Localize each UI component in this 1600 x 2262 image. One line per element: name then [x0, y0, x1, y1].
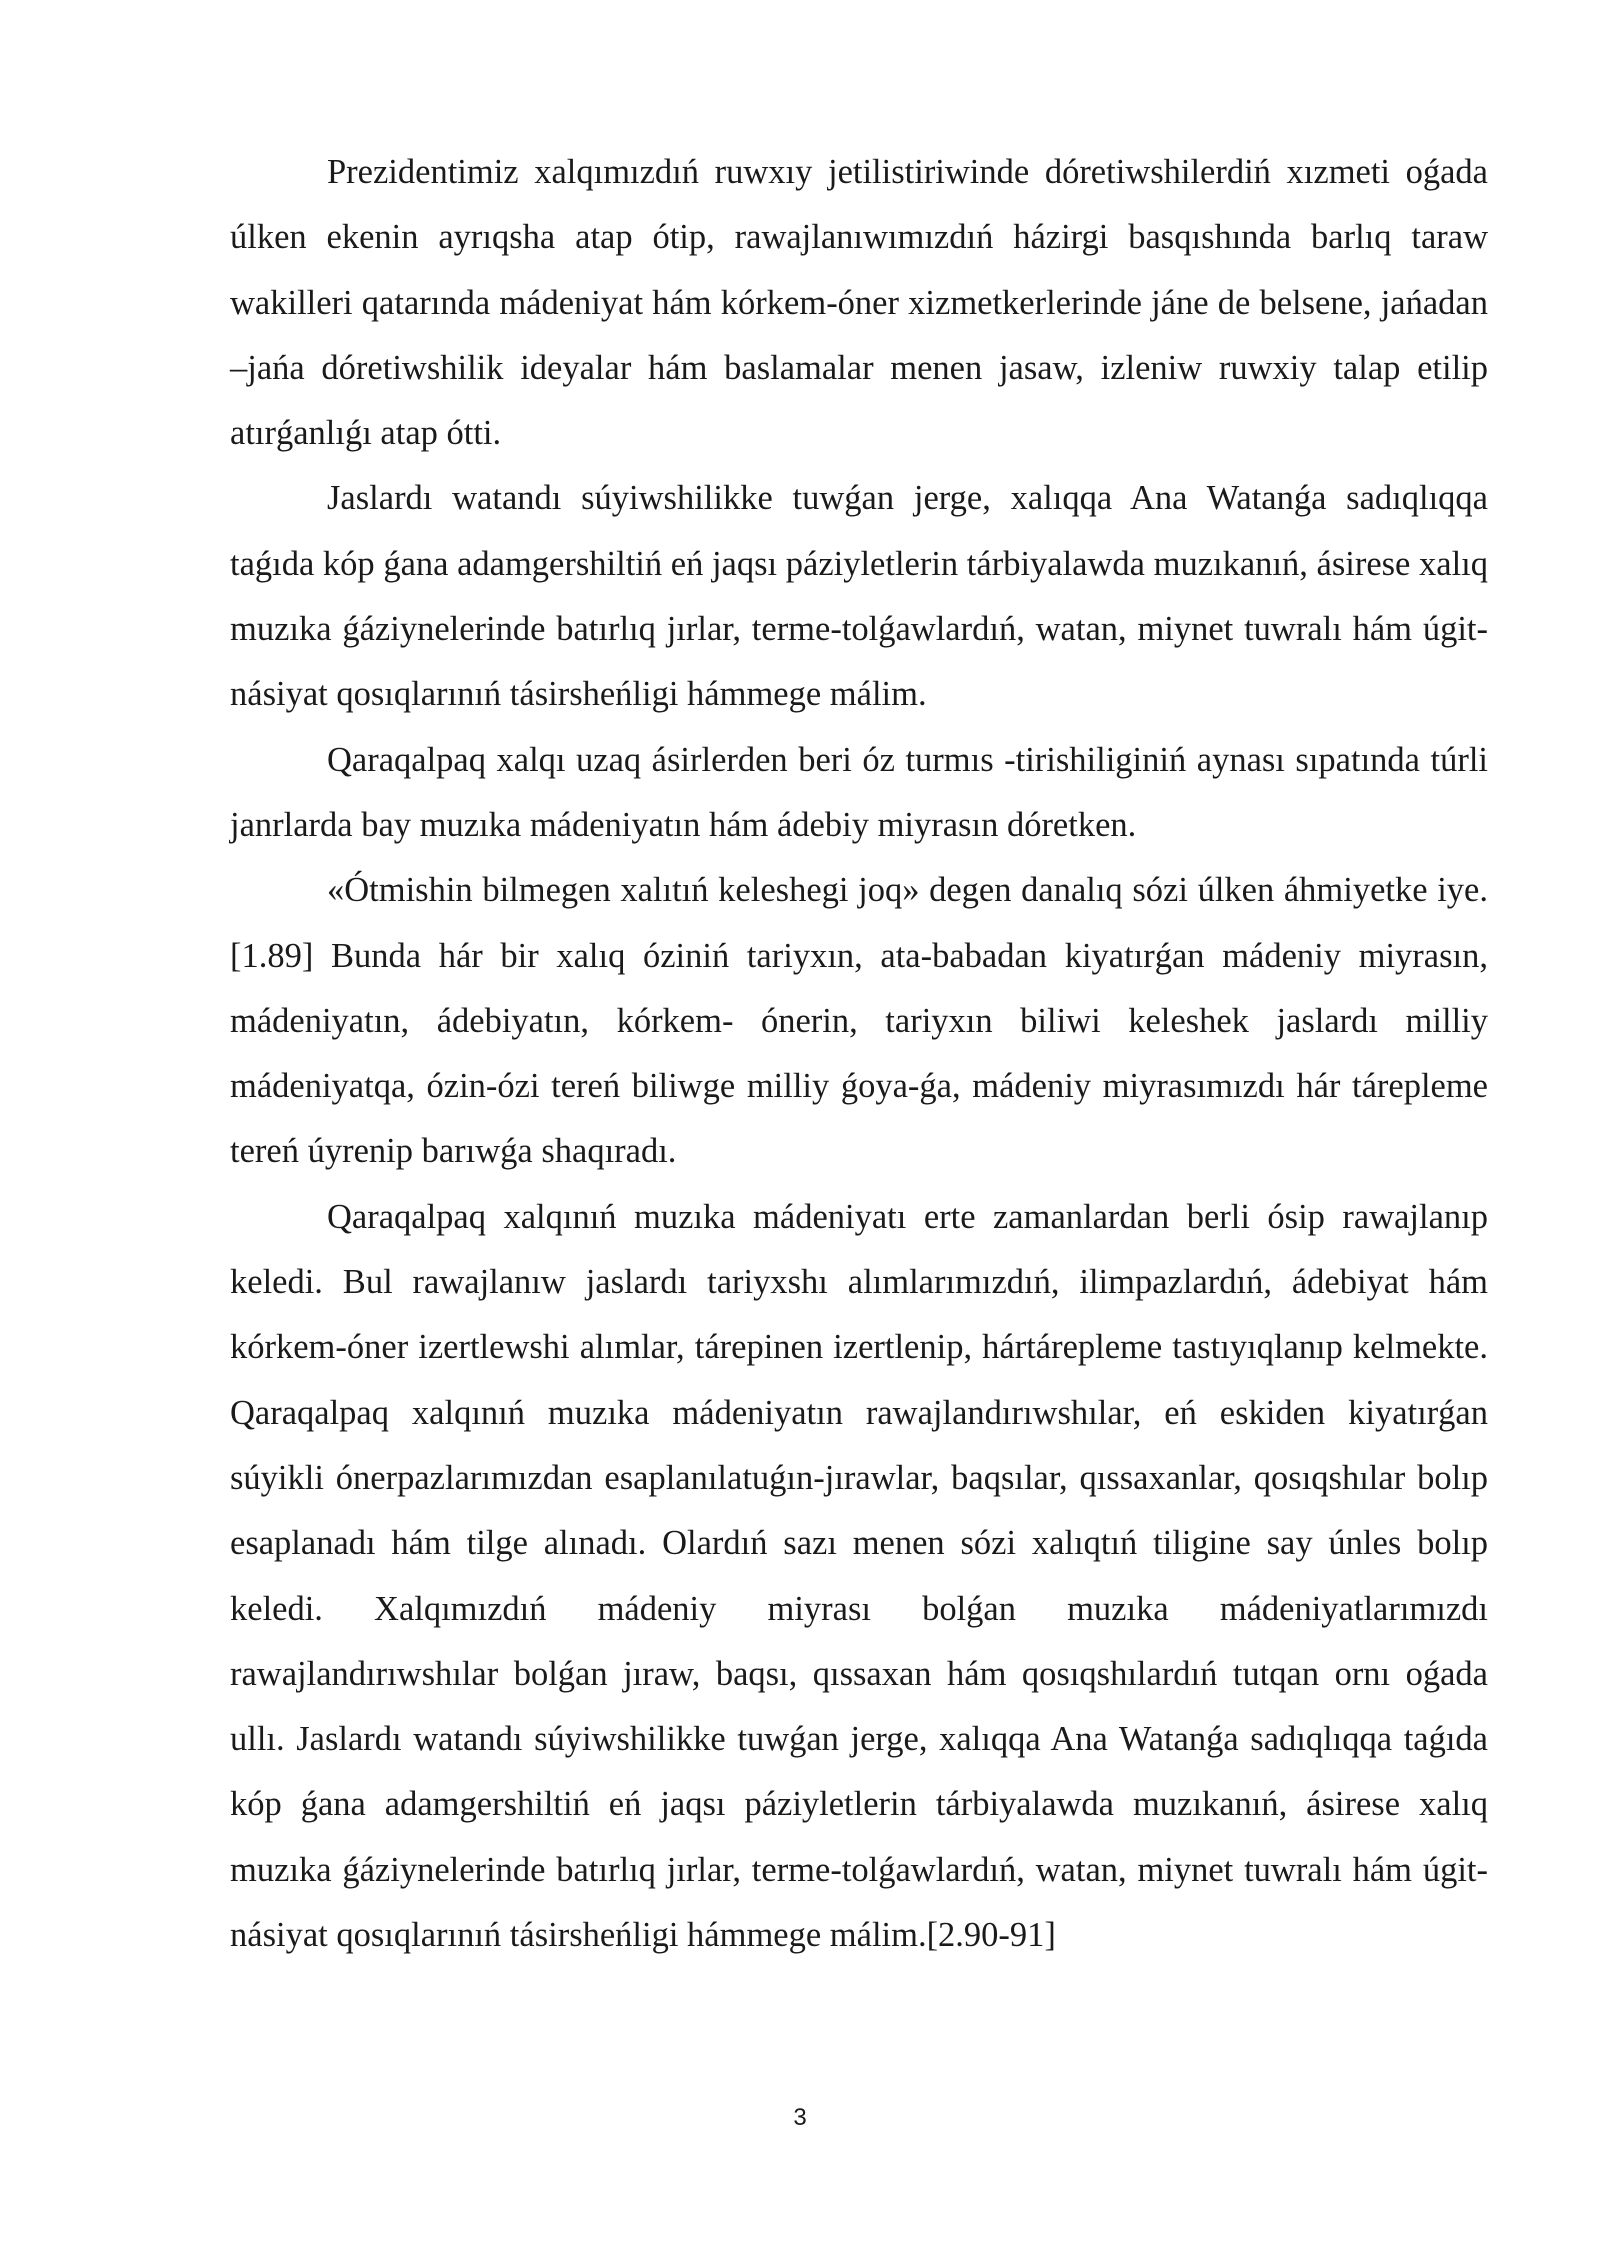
paragraph-5: Qaraqalpaq xalqınıń muzıka mádeniyatı erte zamanlardan berli ósip rawajlanıp keledi. Bul rawajlanıw jaslardı tariyxshı alımlarımızdıń, ilimpazlardıń, ádebiyat hám kórkem-óner izertlewshi alımlar, tárepinen izertlenip, hártárepleme tastıyıqlanıp kelmekte. Qaraqalpaq xalqınıń muzıka mádeniyatın rawajlandırıwshılar, eń eskiden kiyatırǵan súyikli ónerpazlarımızdan esaplanılatuǵın-jırawlar, baqsılar, qıssaxanlar, qosıqshılar bolıp esaplanadı hám tilge alınadı. Olardıń sazı menen sózi xalıqtıń tiligine say únles bolıp keledi. Xalqımızdıń mádeniy miyrası bolǵan muzıka mádeniyatlarımızdı rawajlandırıwshılar bolǵan jıraw, baqsı, qıssaxan hám qosıqshılardıń tutqan ornı oǵada ullı. Jaslardı watandı súyiwshilikke tuwǵan jerge, xalıqqa Ana Watanǵa sadıqlıqqa taǵıda kóp ǵana adamgershiltiń eń jaqsı páziyletlerin tárbiyalawda muzıkanıń, ásirese xalıq muzıka ǵáziynelerinde batırlıq jırlar, terme-tolǵawlardıń, watan, miynet tuwralı hám úgit-násiyat qosıqlarınıń tásirsheńligi hámmege málim.[2.90-91] — [230, 1197, 1488, 1955]
paragraph-1: Prezidentimiz xalqımızdıń ruwxıy jetilistiriwinde dóretiwshilerdiń xızmeti oǵada úlken ekenin ayrıqsha atap ótip, rawajlanıwımızdıń házirgi basqıshında barlıq taraw wakilleri qatarında mádeniyat hám kórkem-óner xizmetkerlerinde jáne de belsene, jańadan –jańa dóretiwshilik ideyalar hám baslamalar menen jasaw, izleniw ruwxiy talap etilip atırǵanlıǵı atap ótti. — [230, 153, 1488, 453]
page-number: 3 — [793, 2104, 807, 2131]
paragraph-2: Jaslardı watandı súyiwshilikke tuwǵan jerge, xalıqqa Ana Watanǵa sadıqlıqqa taǵıda kóp ǵana adamgershiltiń eń jaqsı páziyletlerin tárbiyalawda muzıkanıń, ásirese xalıq muzıka ǵáziynelerinde batırlıq jırlar, terme-tolǵawlardıń, watan, miynet tuwralı hám úgit-násiyat qosıqlarınıń tásirsheńligi hámmege málim. — [230, 479, 1488, 714]
paragraph-4: «Ótmishin bilmegen xalıtıń keleshegi joq» degen danalıq sózi úlken áhmiyetke iye.[1.89] Bunda hár bir xalıq óziniń tariyxın, ata-babadan kiyatırǵan mádeniy miyrasın, mádeniyatın, ádebiyatın, kórkem- ónerin, tariyxın biliwi keleshek jaslardı milliy mádeniyatqa, ózin-ózi tereń biliwge milliy ǵoya-ǵa, mádeniy miyrasımızdı hár tárepleme tereń úyrenip barıwǵa shaqıradı. — [230, 871, 1488, 1171]
body-text — [230, 140, 1488, 1968]
paragraph-3: Qaraqalpaq xalqı uzaq ásirlerden beri óz turmıs -tirishiliginiń aynası sıpatında túrli janrlarda bay muzıka mádeniyatın hám ádebiy miyrasın dóretken. — [230, 740, 1488, 844]
